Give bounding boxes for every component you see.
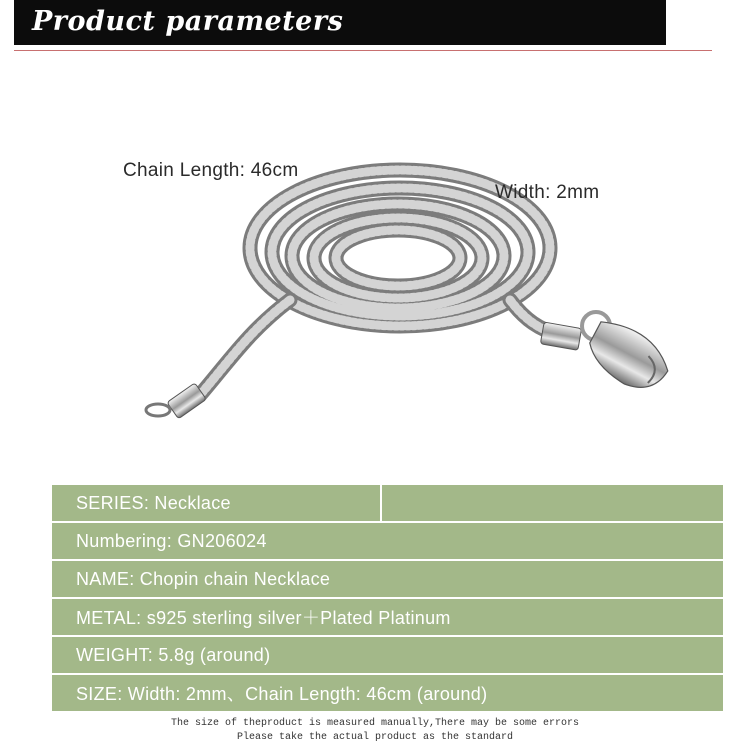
spec-numbering: Numbering: GN206024	[76, 530, 267, 551]
spec-series: SERIES: Necklace	[76, 492, 231, 513]
page-title: Product parameters	[32, 6, 344, 37]
spec-table	[52, 485, 723, 713]
cell-divider	[380, 485, 382, 521]
chain-necklace-image	[0, 60, 750, 480]
spec-size: SIZE: Width: 2mm、Chain Length: 46cm (around)	[76, 684, 488, 704]
spec-row-name	[52, 561, 723, 597]
spec-name: NAME: Chopin chain Necklace	[76, 568, 331, 589]
header-bar	[14, 0, 666, 45]
spec-row-metal	[52, 599, 723, 635]
header-divider	[14, 50, 712, 51]
chain-width-label: Width: 2mm	[495, 182, 600, 203]
spec-row-weight	[52, 637, 723, 673]
chain-length-label: Chain Length: 46cm	[123, 160, 299, 181]
spec-weight: WEIGHT: 5.8g (around)	[76, 644, 271, 665]
measurement-note: The size of theproduct is measured manually,There may be some errors	[170, 718, 580, 729]
spec-row-numbering	[52, 523, 723, 559]
spec-row-size	[52, 675, 723, 711]
spec-metal: METAL: s925 sterling silver＋Plated Platinum	[76, 608, 451, 628]
standard-note: Please take the actual product as the standard	[236, 732, 514, 743]
spec-row-series	[52, 485, 723, 521]
